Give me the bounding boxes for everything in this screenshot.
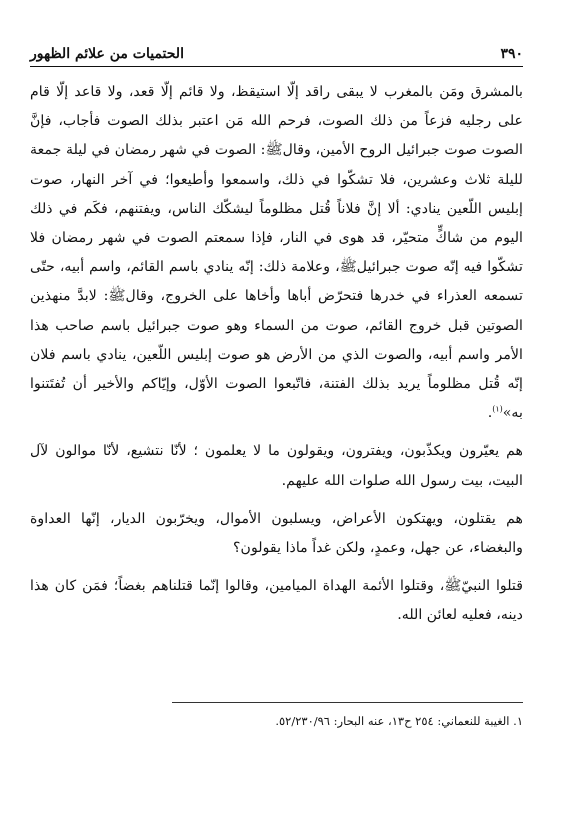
paragraph: هم يعيّرون ويكذّبون، ويفترون، ويقولون ما لا يعلمون ؛ لأنّا نتشيع، لأنّا موالون لآل البيت، بيت رسول الله صلوات الله عليهم. [30, 443, 523, 489]
paragraph [30, 78, 523, 428]
page-header [30, 38, 523, 62]
running-title: الحتميات من علائم الظهور [30, 46, 184, 62]
footnote-rule [172, 702, 523, 703]
header-rule [30, 66, 523, 67]
body-text [30, 78, 523, 631]
footnote-reference[interactable]: (١) [492, 404, 503, 414]
paragraph: قتلوا النبيّﷺ، وقتلوا الأئمة الهداة الميامين، وقالوا إنّما قتلناهم بغضاً؛ فمَن كان هذا دينه، فعليه لعائن الله. [30, 578, 523, 624]
paragraph: هم يقتلون، ويهتكون الأعراض، ويسلبون الأموال، ويخرّبون الديار، إنّها العداوة والبغضاء، عن جهل، وعمدٍ، ولكن غداً ماذا يقولون؟ [30, 510, 523, 557]
paragraph-text: بالمشرق ومَن بالمغرب لا يبقى راقد إلّا استيقظ، ولا قائم إلّا قعد، ولا قاعد إلّا قام على رجليه فزعاً من ذلك الصوت، فرحم الله مَن اعتبر بذلك الصوت فأجاب، فإنَّ الصوت صوت جبرائيل الروح الأمين، وقالﷺ: الصوت في شهر رمضان في ليلة جمعة لليلة ثلاث وعشرين، فلا تشكّوا في ذلك، واسمعوا وأطيعوا؛ في آخر النهار، صوت إبليس اللّعين ينادي: ألا إنَّ فلاناً قُتل مظلوماً ليشكّك الناس، ويفتنهم، فكَم في ذلك اليوم من شاكٍّ متحيّر، قد هوى في النار، فإذا سمعتم الصوت في شهر رمضان فلا تشكّوا فيه إنّه صوت جبرائيلﷺ، وعلامة ذلك: إنّه ينادي باسم القائم، واسم أبيه، حتّى تسمعه العذراء في خدرها فتحرّض أباها وأخاها على الخروج، وقالﷺ: لابدَّ منهذين الصوتين قبل خروج القائم، صوت من السماء وهو صوت جبرائيل باسم صاحب هذا الأمر واسم أبيه، والصوت الذي من الأرض هو صوت إبليس اللّعين، ينادي باسم فلان إنّه قُتل مظلوماً يريد بذلك الفتنة، فاتّبعوا الصوت الأوّل، وإيّاكم والأخير أن تُفتَتنوا به» [30, 84, 523, 422]
page-number: ٣٩٠ [500, 46, 523, 62]
paragraph-end: . [487, 405, 493, 422]
footnote: ١. الغيبة للنعماني: ٢٥٤ ح١٣، عنه البحار: ٥٢/٢٣٠/٩٦. [275, 714, 523, 728]
